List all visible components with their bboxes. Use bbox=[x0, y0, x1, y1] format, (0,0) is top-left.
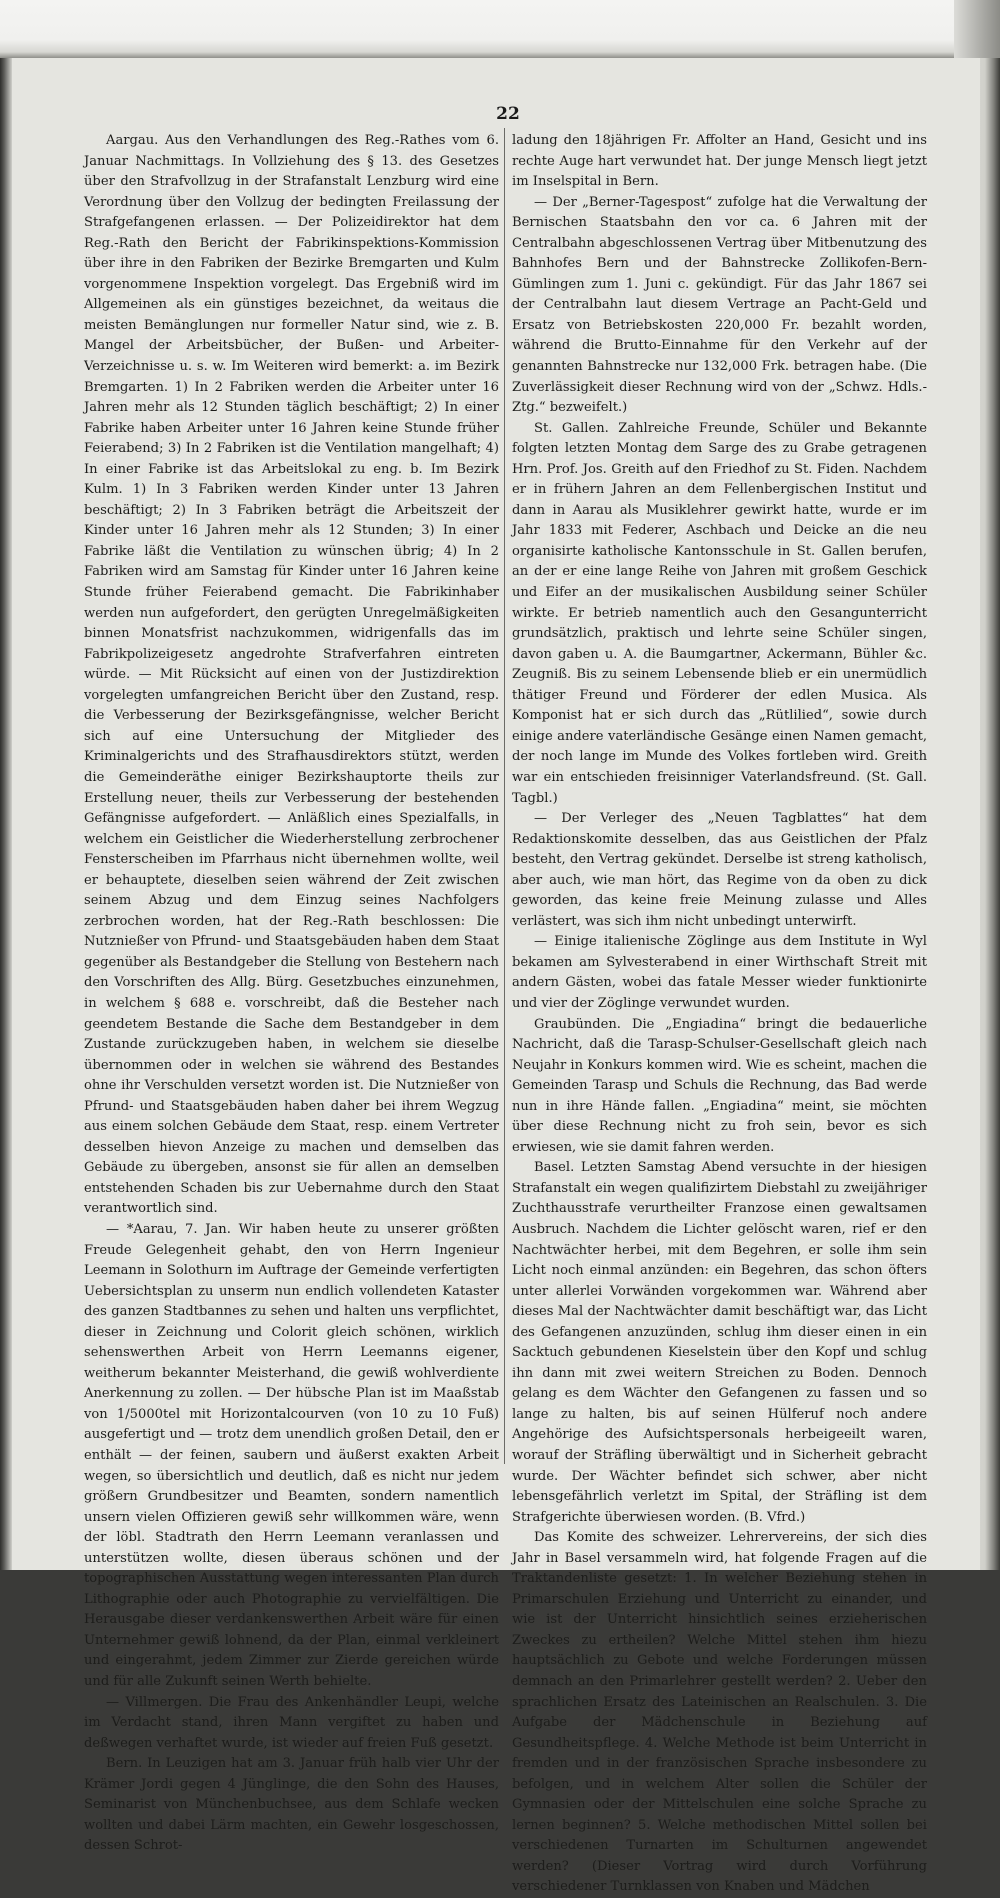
article-aargau: Aargau. Aus den Verhandlungen des Reg.-Rathes vom 6. Januar Nachmittags. In Vollziehung des § 13. des Gesetzes über den Strafvollzug in der Strafanstalt Lenzburg wird eine Verordnung über den Vollzug der bedingten Freilassung der Strafgefangenen erlassen. — Der Polizeidirektor hat dem Reg.-Rath den Bericht der Fabrikinspektions-Kommission über ihre in den Fabriken der Bezirke Bremgarten und Kulm vorgenommene Inspektion vorgelegt. Das Ergebniß wird im Allgemeinen als ein günstiges bezeichnet, da weitaus die meisten Bemänglungen nur formeller Natur sind, wie z. B. Mangel der Arbeitsbücher, der Bußen- und Arbeiter-Verzeichnisse u. s. w. Im Weiteren wird bemerkt: a. im Bezirk Bremgarten. 1) In 2 Fabriken werden die Arbeiter unter 16 Jahren mehr als 12 Stunden täglich beschäftigt; 2) In einer Fabrike haben Arbeiter unter 16 Jahren keine Stunde früher Feierabend; 3) In 2 Fabriken ist die Ventilation mangelhaft; 4) In einer Fabrike ist das Arbeitslokal zu eng. b. Im Bezirk Kulm. 1) In 3 Fabriken werden Kinder unter 13 Jahren beschäftigt; 2) In 3 Fabriken beträgt die Arbeitszeit der Kinder unter 16 Jahren mehr als 12 Stunden; 3) In einer Fabrike läßt die Ventilation zu wünschen übrig; 4) In 2 Fabriken wird am Samstag für Kinder unter 16 Jahren keine Stunde früher Feierabend gemacht. Die Fabrikinhaber werden nun aufgefordert, den gerügten Unregelmäßigkeiten binnen Monatsfrist nachzukommen, widrigenfalls das im Fabrikpolizeigesetz angedrohte Strafverfahren eintreten würde. — Mit Rücksicht auf einen von der Justizdirektion vorgelegten umfangreichen Bericht über den Zustand, resp. die Verbesserung der Bezirksgefängnisse, welcher Bericht sich auf eine Untersuchung der Mitglieder des Kriminalgerichts und des Strafhausdirektors stützt, werden die Gemeinderäthe einiger Bezirkshauptorte theils zur Erstellung neuer, theils zur Verbesserung der bestehenden Gefängnisse aufgefordert. — Anläßlich eines Spezialfalls, in welchem ein Geistlicher die Wiederherstellung zerbrochener Fensterscheiben im Pfarrhaus nicht übernehmen wollte, weil er behauptete, dieselben seien während der Zeit zwischen seinem Abzug und dem Einzug seines Nachfolgers zerbrochen worden, hat der Reg.-Rath beschlossen: Die Nutznießer von Pfrund- und Staatsgebäuden haben dem Staat gegenüber als Bestandgeber die Stellung von Bestehern nach den Vorschriften des Allg. Bürg. Gesetzbuches einzunehmen, in welchem § 688 e. vorschreibt, daß die Besteher nach geendetem Bestande die Sache dem Bestandgeber in dem Zustande zurückzugeben haben, in welchem sie dieselbe übernommen oder in welchen sie während des Bestandes ohne ihr Verschulden versetzt worden ist. Die Nutznießer von Pfrund- und Staatsgebäuden haben daher bei ihrem Wegzug aus einem solchen Gebäude dem Staat, resp. einem Vertreter desselben hievon Anzeige zu machen und demselben das Gebäude zu übergeben, ansonst sie für allen an demselben entstehenden Schaden bis zur Uebernahme durch den Staat verantwortlich sind. bbox=[84, 133, 499, 1217]
article-bern-continued: ladung den 18jährigen Fr. Affolter an Hand, Gesicht und ins rechte Auge hart verwundet hat. Der junge Mensch liegt jetzt im Inselspital in Bern. bbox=[512, 133, 927, 190]
article-wyl: — Einige italienische Zöglinge aus dem Institute in Wyl bekamen am Sylvesterabend in einer Wirthschaft Streit mit andern Gästen, wobei das fatale Messer wieder funktionirte und vier der Zöglinge verwundet wurden. bbox=[512, 934, 927, 1011]
scanner-edge bbox=[954, 0, 1000, 58]
article-aarau: — *Aarau, 7. Jan. Wir haben heute zu unserer größten Freude Gelegenheit gehabt, den von Herrn Ingenieur Leemann in Solothurn im Auftrage der Gemeinde verfertigten Uebersichtsplan zu unserm nun endlich vollendeten Kataster des ganzen Stadtbannes zu sehen und halten uns verpflichtet, dieser in Zeichnung und Colorit gleich schönen, wirklich sehenswerthen Arbeit von Herrn Leemanns eigener, weitherum bekannter Meisterhand, die gewiß wohlverdiente Anerkennung zu zollen. — Der hübsche Plan ist im Maaßstab von 1/5000tel mit Horizontalcourven (von 10 zu 10 Fuß) ausgefertigt und — trotz dem unendlich großen Detail, den er enthält — der feinen, saubern und äußerst exakten Arbeit wegen, so übersichtlich und deutlich, daß es nicht nur jedem größern Grundbesitzer und Beamten, sondern namentlich unsern vielen Offizieren gewiß sehr willkommen wäre, wenn der löbl. Stadtrath den Herrn Leemann veranlassen und unterstützen wollte, diesen überaus schönen und der topographischen Ausstattung wegen interessanten Plan durch Lithographie oder auch Photographie zu vervielfältigen. Die Herausgabe dieser verdankenswerthen Arbeit wäre für einen Unternehmer gewiß lohnend, da der Plan, einmal verkleinert und eingerahmt, jedem Zimmer zur Zierde gereichen würde und für alle Zukunft seinen Werth behielte. bbox=[84, 1221, 499, 1690]
article-st-gallen: St. Gallen. Zahlreiche Freunde, Schüler und Bekannte folgten letzten Montag dem Sarge des zu Grabe getragenen Hrn. Prof. Jos. Greith auf den Friedhof zu St. Fiden. Nachdem er in frühern Jahren an dem Fellenbergischen Institut und dann in Aarau als Musiklehrer gewirkt hatte, wurde er im Jahr 1833 mit Federer, Aschbach und Deicke an die neu organisirte katholische Kantonsschule in St. Gallen berufen, an der er eine lange Reihe von Jahren mit großem Geschick und Eifer an der musikalischen Ausbildung seiner Schüler wirkte. Er betrieb namentlich auch den Gesangunterricht grundsätzlich, praktisch und lehrte seine Schüler singen, davon gaben u. A. die Baumgartner, Ackermann, Bühler &c. Zeugniß. Bis zu seinem Lebensende blieb er ein unermüdlich thätiger Freund und Förderer der edlen Musica. Als Komponist hat er sich durch das „Rütlilied“, sowie durch einige andere vaterländische Gesänge einen Namen gemacht, der noch lange im Munde des Volkes fortleben wird. Greith war ein entschieden freisinniger Vaterlandsfreund. (St. Gall. Tagbl.) bbox=[512, 420, 927, 806]
article-bern-staatsbahn: — Der „Berner-Tagespost“ zufolge hat die Verwaltung der Bernischen Staatsbahn den vor ca. 6 Jahren mit der Centralbahn abgeschlossenen Vertrag über Mitbenutzung des Bahnhofes Bern und der Bahnstrecke Zollikofen-Bern-Gümlingen zum 1. Juni c. gekündigt. Für das Jahr 1867 sei der Centralbahn laut diesem Vertrage an Pacht-Geld und Ersatz von Betriebskosten 220,000 Fr. bezahlt worden, während die Brutto-Einnahme für den Verkehr auf der genannten Bahnstrecke nur 132,000 Frk. betragen habe. (Die Zuverlässigkeit dieser Rechnung wird von der „Schwz. Hdls.-Ztg.“ bezweifelt.) bbox=[512, 194, 927, 416]
article-villmergen: — Villmergen. Die Frau des Ankenhändler Leupi, welche im Verdacht stand, ihren Mann vergiftet zu haben und deßwegen verhaftet wurde, ist wieder auf freien Fuß gesetzt. bbox=[84, 1694, 499, 1751]
scanner-top-band bbox=[0, 0, 1000, 58]
article-lehrerverein: Das Komite des schweizer. Lehrervereins, der sich dies Jahr in Basel versammeln wird, hat folgende Fragen auf die Traktandenliste gesetzt: 1. In welcher Beziehung stehen in Primarschulen Erziehung und Unterricht zu einander, und wie ist der Unterricht hinsichtlich seines erzieherischen Zweckes zu ertheilen? Welche Mittel stehen ihm hiezu hauptsächlich zu Gebote und welche Forderungen müssen demnach an den Primarlehrer gestellt werden? 2. Ueber den sprachlichen Ersatz des Lateinischen an Realschulen. 3. Die Aufgabe der Mädchenschule in Beziehung auf Gesundheitspflege. 4. Welche Methode ist beim Unterricht in fremden und in der französischen Sprache insbesondere zu befolgen, und in welchem Alter sollen die Schüler der Gymnasien oder der Mittelschulen eine solche Sprache zu lernen beginnen? 5. Welche methodischen Mittel sollen bei verschiedenen Turnarten im Schulturnen angewendet werden? (Dieser Vortrag wird durch Vorführung verschiedener Turnklassen von Knaben und Mädchen bbox=[512, 1530, 927, 1895]
article-bern: Bern. In Leuzigen hat am 3. Januar früh halb vier Uhr der Krämer Jordi gegen 4 Jünglinge, die den Sohn des Hauses, Seminarist von Münchenbuchsee, aus dem Schlafe wecken wollten und dabei Lärm machten, ein Gewehr losgeschossen, dessen Schrot- bbox=[84, 1756, 499, 1854]
right-column bbox=[512, 131, 927, 1898]
article-graubuenden: Graubünden. Die „Engiadina“ bringt die bedauerliche Nachricht, daß die Tarasp-Schulser-Gesellschaft gleich nach Neujahr in Konkurs kommen wird. Wie es scheint, machen die Gemeinden Tarasp und Schuls die Rechnung, das Bad werde nun in ihre Hände fallen. „Engiadina“ meint, sie möchten über diese Rechnung nicht zu froh sein, bevor es sich erwiesen, wie sie damit fahren werden. bbox=[512, 1016, 927, 1155]
left-column bbox=[84, 131, 499, 1857]
article-tagblatt: — Der Verleger des „Neuen Tagblattes“ hat dem Redaktionskomite desselben, das aus Geistlichen der Pfalz besteht, den Vertrag gekündet. Derselbe ist streng katholisch, aber auch, wie man hört, das Regime von da oben zu dick geworden, das keine freie Meinung zulasse und Alles verlästert, was sich ihm nicht unbedingt unterwirft. bbox=[512, 811, 927, 929]
column-divider bbox=[504, 128, 505, 1464]
article-basel: Basel. Letzten Samstag Abend versuchte in der hiesigen Strafanstalt ein wegen qualifizirtem Diebstahl zu zweijähriger Zuchthausstrafe verurtheilter Franzose einen gewaltsamen Ausbruch. Nachdem die Lichter gelöscht waren, rief er den Nachtwächter herbei, mit dem Begehren, er solle ihm sein Licht noch einmal anzünden: ein Begehren, das schon öfters unter allerlei Vorwänden vorgekommen war. Während aber dieses Mal der Nachtwächter damit beschäftigt war, das Licht des Gefangenen anzuzünden, schlug ihm dieser einen in ein Sacktuch gebundenen Kieselstein über den Kopf und schlug ihn dann mit zwei weitern Streichen zu Boden. Dennoch gelang es dem Wächter den Gefangenen zu fassen und so lange zu halten, bis auf seinen Hülferuf noch andere Angehörige des Aufsichtspersonals herbeigeeilt waren, worauf der Sträfling überwältigt und in Sicherheit gebracht wurde. Der Wächter befindet sich schwer, aber nicht lebensgefährlich verletzt im Spital, der Sträfling ist dem Strafgerichte überwiesen worden. (B. Vfrd.) bbox=[512, 1160, 927, 1525]
page-number: 22 bbox=[496, 104, 520, 124]
